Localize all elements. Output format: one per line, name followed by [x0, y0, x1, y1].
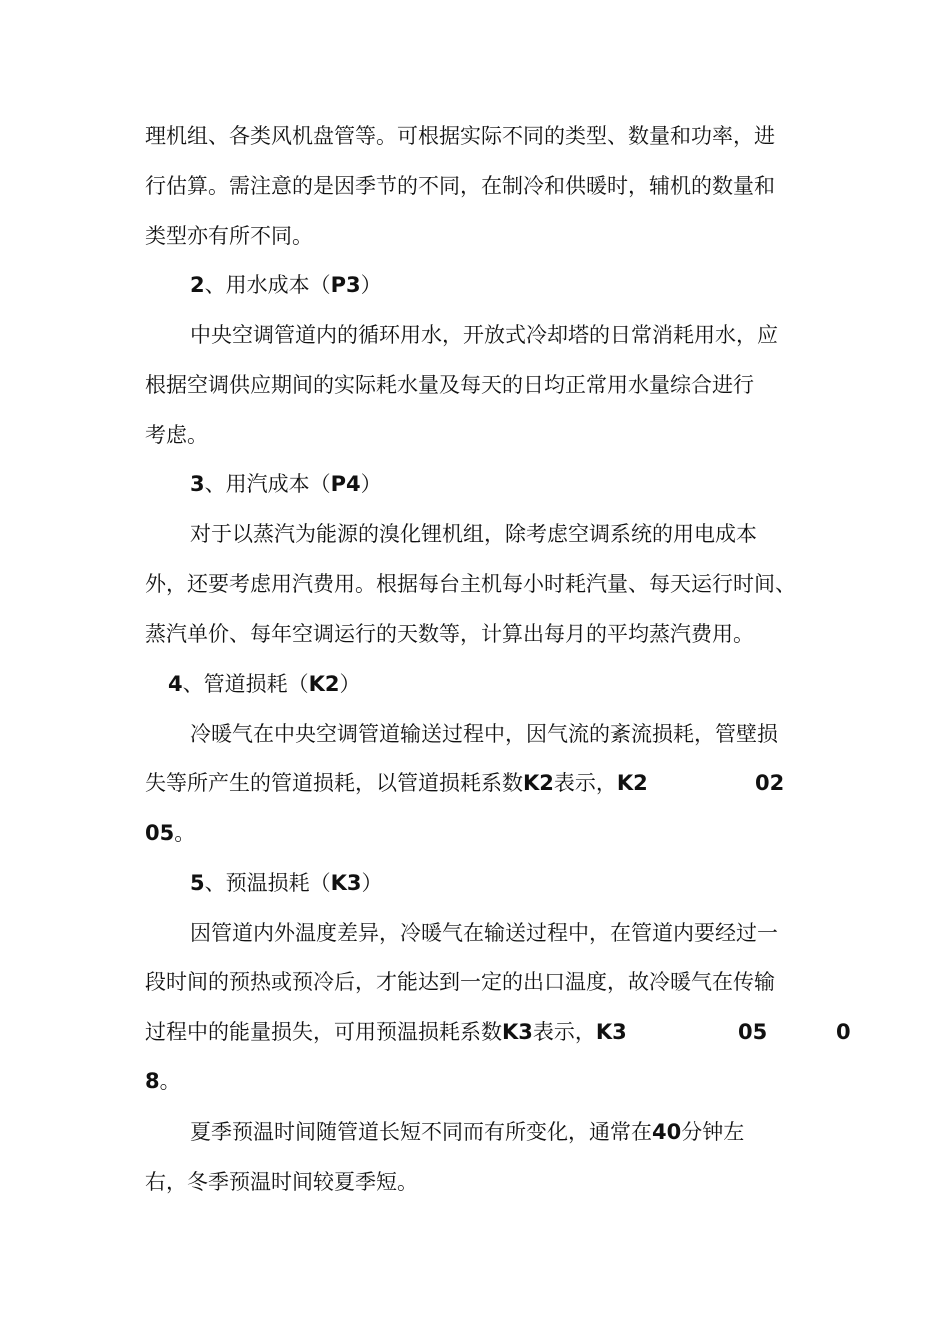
coef-value-high: 05	[145, 821, 175, 845]
para5-line3-text: 过程中的能量损失，可用预温损耗系数	[145, 1020, 502, 1044]
coef-value-high-part: 0	[836, 1020, 851, 1044]
para3-line2: 外，还要考虑用汽费用。根据每台主机每小时耗汽量、每天运行时间、	[145, 572, 796, 596]
para1-line1: 理机组、各类风机盘管等。可根据实际不同的类型、数量和功率，进	[145, 124, 775, 148]
heading-close: ）	[360, 472, 382, 496]
heading-water-cost	[190, 270, 382, 300]
heading-close: ）	[339, 672, 361, 696]
coef-value-high-end: 8	[145, 1069, 160, 1093]
para4-line3	[145, 818, 195, 848]
coef-value-low: 02	[755, 771, 785, 795]
coef-value-low: 05	[738, 1020, 768, 1044]
heading-steam-cost	[190, 469, 382, 499]
para4-line3-end: 。	[174, 821, 196, 845]
heading-pipe-loss	[168, 669, 361, 699]
minutes-number: 40	[652, 1120, 682, 1144]
para4-line1: 冷暖气在中央空调管道输送过程中，因气流的紊流损耗，管壁损	[190, 722, 778, 746]
para1-line2: 行估算。需注意的是因季节的不同，在制冷和供暖时，辅机的数量和	[145, 174, 775, 198]
para5-line1: 因管道内外温度差异，冷暖气在输送过程中，在管道内要经过一	[190, 921, 778, 945]
coef-code-2: K3	[595, 1020, 627, 1044]
para4-line2-text-b: 表示，	[553, 771, 617, 795]
heading-text: 、用水成本（	[204, 273, 331, 297]
para6-line2: 右，冬季预温时间较夏季短。	[145, 1170, 418, 1194]
heading-text: 、管道损耗（	[182, 672, 309, 696]
para3-line1: 对于以蒸汽为能源的溴化锂机组，除考虑空调系统的用电成本	[190, 522, 757, 546]
para5-line3-text-b: 表示，	[532, 1020, 596, 1044]
heading-number: 2	[190, 273, 205, 297]
para3-line3: 蒸汽单价、每年空调运行的天数等，计算出每月的平均蒸汽费用。	[145, 622, 754, 646]
coef-code-2: K2	[616, 771, 648, 795]
heading-preheat-loss	[190, 868, 383, 898]
para1-line3: 类型亦有所不同。	[145, 224, 313, 248]
heading-code: K3	[330, 871, 362, 895]
para2-line2: 根据空调供应期间的实际耗水量及每天的日均正常用水量综合进行	[145, 373, 754, 397]
heading-code: K2	[308, 672, 340, 696]
para4-line2	[145, 768, 648, 798]
para5-line3	[145, 1017, 627, 1047]
para6-line1-text-b: 分钟左	[681, 1120, 745, 1144]
heading-number: 3	[190, 472, 205, 496]
para5-line4-end: 。	[159, 1069, 181, 1093]
coef-code: K3	[502, 1020, 533, 1044]
para5-line2: 段时间的预热或预冷后，才能达到一定的出口温度，故冷暖气在传输	[145, 970, 775, 994]
heading-text: 、预温损耗（	[204, 871, 331, 895]
para4-line2-text: 失等所产生的管道损耗，以管道损耗系数	[145, 771, 523, 795]
para2-line1: 中央空调管道内的循环用水，开放式冷却塔的日常消耗用水，应	[190, 323, 778, 347]
heading-number: 4	[168, 672, 183, 696]
heading-number: 5	[190, 871, 205, 895]
heading-close: ）	[360, 273, 382, 297]
heading-code: P4	[330, 472, 361, 496]
para6-line1-text: 夏季预温时间随管道长短不同而有所变化，通常在	[190, 1120, 652, 1144]
coef-code: K2	[523, 771, 554, 795]
heading-code: P3	[330, 273, 361, 297]
heading-text: 、用汽成本（	[204, 472, 331, 496]
para5-line4	[145, 1066, 181, 1096]
heading-close: ）	[361, 871, 383, 895]
para2-line3: 考虑。	[145, 423, 208, 447]
para6-line1	[190, 1117, 744, 1147]
